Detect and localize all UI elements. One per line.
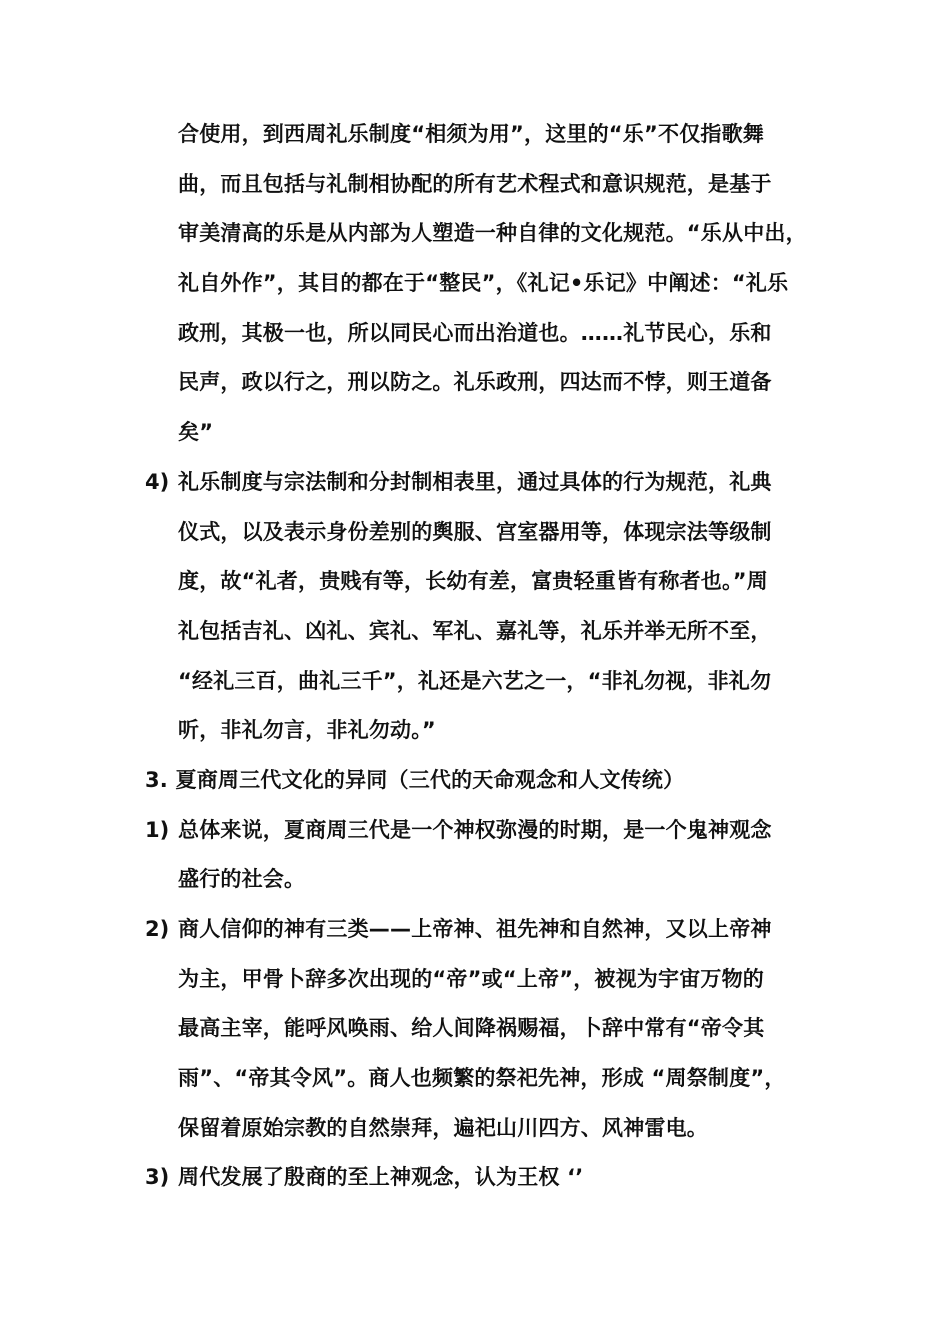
list-marker: 2) <box>145 917 170 941</box>
paragraph-line: 盛行的社会。 <box>178 867 306 891</box>
paragraph-line: 政刑，其极一也，所以同民心而出治道也。……礼节民心，乐和 <box>178 321 772 345</box>
paragraph-line: 礼自外作”，其目的都在于“整民”，《礼记•乐记》中阐述：“礼乐 <box>178 271 789 295</box>
list-marker: 4) <box>145 470 170 494</box>
paragraph-line: 周代发展了殷商的至上神观念，认为王权 ‘’ <box>178 1165 584 1189</box>
paragraph-line: 礼包括吉礼、凶礼、宾礼、军礼、嘉礼等，礼乐并举无所不至， <box>178 619 772 643</box>
paragraph-line: 礼乐制度与宗法制和分封制相表里，通过具体的行为规范，礼典 <box>178 470 772 494</box>
paragraph-line: 总体来说，夏商周三代是一个神权弥漫的时期，是一个鬼神观念 <box>178 818 772 842</box>
paragraph-line: 矣” <box>178 420 214 444</box>
paragraph-line: 为主，甲骨卜辞多次出现的“帝”或“上帝”，被视为宇宙万物的 <box>178 967 765 991</box>
paragraph-line: 曲，而且包括与礼制相协配的所有艺术程式和意识规范，是基于 <box>178 172 772 196</box>
paragraph-line: 审美清高的乐是从内部为人塑造一种自律的文化规范。“乐从中出， <box>178 221 807 245</box>
paragraph-line: 度，故“礼者，贵贱有等，长幼有差，富贵轻重皆有称者也。”周 <box>178 569 768 593</box>
paragraph-line: 仪式，以及表示身份差别的舆服、宫室器用等，体现宗法等级制 <box>178 520 772 544</box>
paragraph-line: 听，非礼勿言，非礼勿动。” <box>178 718 436 742</box>
paragraph-line: “经礼三百，曲礼三千”，礼还是六艺之一，“非礼勿视，非礼勿 <box>178 669 772 693</box>
paragraph-line: 雨”、“帝其令风”。商人也频繁的祭祀先神，形成 “周祭制度”， <box>178 1066 786 1090</box>
paragraph-line: 保留着原始宗教的自然崇拜，遍祀山川四方、风神雷电。 <box>178 1116 708 1140</box>
list-marker: 1) <box>145 818 170 842</box>
paragraph-line: 民声，政以行之，刑以防之。礼乐政刑，四达而不悖，则王道备 <box>178 370 772 394</box>
paragraph-line: 最高主宰，能呼风唤雨、给人间降祸赐福，卜辞中常有“帝令其 <box>178 1016 765 1040</box>
section-heading: 3. 夏商周三代文化的异同（三代的天命观念和人文传统） <box>145 768 685 792</box>
paragraph-line: 合使用，到西周礼乐制度“相须为用”，这里的“乐”不仅指歌舞 <box>178 122 765 146</box>
paragraph-line: 商人信仰的神有三类——上帝神、祖先神和自然神，又以上帝神 <box>178 917 772 941</box>
list-marker: 3) <box>145 1165 170 1189</box>
